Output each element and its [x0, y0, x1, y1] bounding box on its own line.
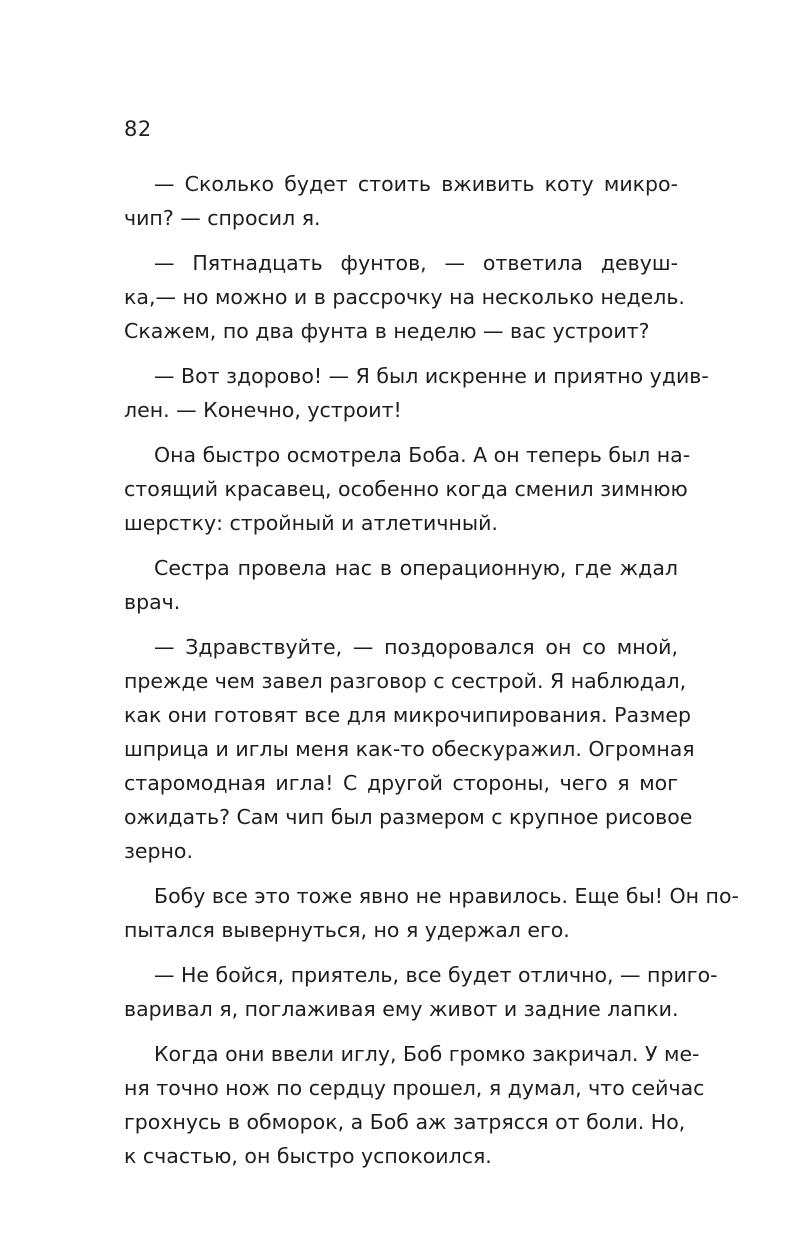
body-text	[124, 167, 739, 1173]
text-line: врач.	[124, 590, 181, 614]
text-line: прежде чем завел разговор с сестрой. Я наблюдал,	[124, 669, 687, 693]
text-line: — Не бойся, приятель, все будет отлично, — приго-	[154, 963, 718, 987]
text-line: ня точно нож по сердцу прошел, я думал, что сейчас	[124, 1076, 705, 1100]
text-line: шприца и иглы меня как-то обескуражил. Огромная	[124, 737, 695, 761]
text-line: — Сколько будет стоить вживить коту микро-	[154, 172, 678, 196]
text-line: Сестра провела нас в операционную, где ждал	[154, 556, 678, 580]
text-line: — Пятнадцать фунтов, — ответила девуш-	[154, 251, 678, 275]
text-line: старомодная игла! С другой стороны, чего я мог	[124, 771, 678, 795]
text-line: ожидать? Сам чип был размером с крупное рисовое	[124, 805, 693, 829]
text-line: к счастью, он быстро успокоился.	[124, 1144, 492, 1168]
text-line: чип? — спросил я.	[124, 206, 321, 230]
text-line: зерно.	[124, 839, 193, 863]
text-line: стоящий красавец, особенно когда сменил зимнюю	[124, 477, 688, 501]
text-line: лен. — Конечно, устроит!	[124, 398, 402, 422]
text-line: варивал я, поглаживая ему живот и задние лапки.	[124, 997, 679, 1021]
text-line: Бобу все это тоже явно не нравилось. Еще бы! Он по-	[154, 884, 739, 908]
text-line: — Вот здорово! — Я был искренне и приятно удив-	[154, 364, 709, 388]
text-line: Когда они ввели иглу, Боб громко закричал. У ме-	[154, 1042, 700, 1066]
text-line: как они готовят все для микрочипирования. Размер	[124, 703, 691, 727]
page-number: 82	[124, 117, 152, 141]
text-line: — Здравствуйте, — поздоровался он со мной,	[154, 635, 678, 659]
text-line: грохнусь в обморок, а Боб аж затрясся от боли. Но,	[124, 1110, 686, 1134]
text-line: Скажем, по два фунта в неделю — вас устроит?	[124, 319, 650, 343]
text-line: ка,— но можно и в рассрочку на несколько недель.	[124, 285, 685, 309]
text-line: пытался вывернуться, но я удержал его.	[124, 918, 570, 942]
text-line: шерстку: стройный и атлетичный.	[124, 511, 498, 535]
text-line: Она быстро осмотрела Боба. А он теперь был на-	[154, 443, 691, 467]
